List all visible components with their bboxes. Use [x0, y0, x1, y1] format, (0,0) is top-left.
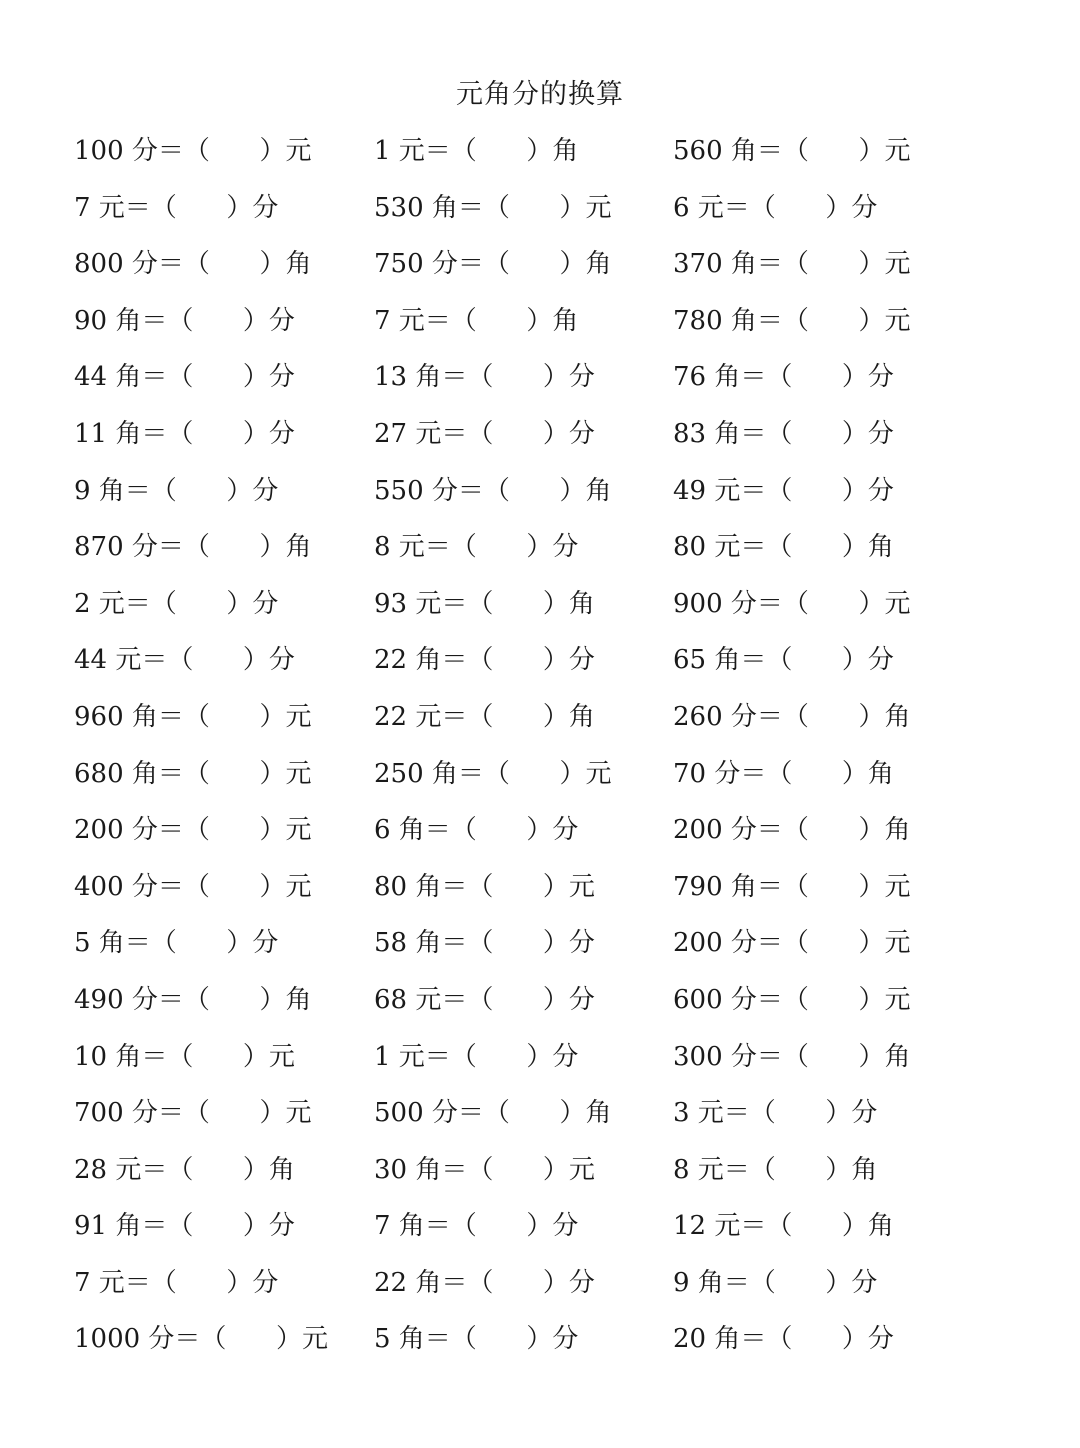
- conversion-problem: 200 分＝（ ）元: [673, 928, 911, 959]
- conversion-problem: 65 角＝（ ）分: [673, 645, 894, 676]
- conversion-problem: 70 分＝（ ）角: [673, 758, 894, 789]
- conversion-problem: 680 角＝（ ）元: [74, 758, 312, 789]
- conversion-problem: 900 分＝（ ）元: [673, 588, 911, 619]
- conversion-problem: 30 角＝（ ）元: [374, 1154, 595, 1185]
- conversion-problem: 560 角＝（ ）元: [673, 136, 911, 166]
- conversion-problem: 7 元＝（ ）分: [74, 1267, 279, 1298]
- conversion-problem: 11 角＝（ ）分: [74, 418, 295, 449]
- conversion-problem: 22 角＝（ ）分: [374, 645, 595, 676]
- conversion-problem: 80 角＝（ ）元: [374, 871, 595, 902]
- conversion-problem: 100 分＝（ ）元: [74, 136, 312, 166]
- exercise-row: [74, 579, 1014, 636]
- exercise-row: [74, 466, 1014, 523]
- exercise-row: [74, 635, 1014, 692]
- conversion-problem: 5 角＝（ ）分: [374, 1324, 579, 1355]
- conversion-problem: 80 元＝（ ）角: [673, 532, 894, 563]
- conversion-problem: 12 元＝（ ）角: [673, 1211, 894, 1242]
- conversion-problem: 28 元＝（ ）角: [74, 1154, 295, 1185]
- exercise-row: [74, 522, 1014, 579]
- exercise-row: [74, 1258, 1014, 1315]
- conversion-problem: 250 角＝（ ）元: [374, 758, 612, 789]
- conversion-problem: 870 分＝（ ）角: [74, 532, 312, 563]
- conversion-problem: 790 角＝（ ）元: [673, 871, 911, 902]
- conversion-problem: 44 角＝（ ）分: [74, 362, 295, 393]
- conversion-problem: 5 角＝（ ）分: [74, 928, 279, 959]
- conversion-problem: 7 角＝（ ）分: [374, 1211, 579, 1242]
- exercise-row: [74, 1145, 1014, 1202]
- exercise-row: [74, 239, 1014, 296]
- conversion-problem: 800 分＝（ ）角: [74, 249, 312, 280]
- exercise-row: [74, 918, 1014, 975]
- conversion-problem: 90 角＝（ ）分: [74, 305, 295, 336]
- exercise-row: [74, 1032, 1014, 1089]
- conversion-problem: 700 分＝（ ）元: [74, 1098, 312, 1129]
- conversion-problem: 370 角＝（ ）元: [673, 249, 911, 280]
- conversion-problem: 22 元＝（ ）角: [374, 701, 595, 732]
- exercise-row: [74, 1314, 1014, 1371]
- conversion-problem: 20 角＝（ ）分: [673, 1324, 894, 1355]
- conversion-problem: 76 角＝（ ）分: [673, 362, 894, 393]
- conversion-problem: 750 分＝（ ）角: [374, 249, 612, 280]
- conversion-problem: 200 分＝（ ）元: [74, 815, 312, 846]
- conversion-problem: 600 分＝（ ）元: [673, 984, 911, 1015]
- conversion-problem: 530 角＝（ ）元: [374, 192, 612, 223]
- conversion-problem: 44 元＝（ ）分: [74, 645, 295, 676]
- conversion-problem: 9 角＝（ ）分: [74, 475, 279, 506]
- conversion-problem: 83 角＝（ ）分: [673, 418, 894, 449]
- conversion-problem: 49 元＝（ ）分: [673, 475, 894, 506]
- conversion-problem: 1000 分＝（ ）元: [74, 1324, 329, 1355]
- conversion-problem: 300 分＝（ ）角: [673, 1041, 911, 1072]
- conversion-problem: 9 角＝（ ）分: [673, 1267, 878, 1298]
- conversion-problem: 960 角＝（ ）元: [74, 701, 312, 732]
- exercise-row: [74, 749, 1014, 806]
- exercise-grid: [74, 126, 1014, 1371]
- conversion-problem: 500 分＝（ ）角: [374, 1098, 612, 1129]
- conversion-problem: 3 元＝（ ）分: [673, 1098, 878, 1129]
- conversion-problem: 1 元＝（ ）分: [374, 1041, 579, 1072]
- exercise-row: [74, 409, 1014, 466]
- conversion-problem: 200 分＝（ ）角: [673, 815, 911, 846]
- conversion-problem: 400 分＝（ ）元: [74, 871, 312, 902]
- exercise-row: [74, 862, 1014, 919]
- conversion-problem: 6 角＝（ ）分: [374, 815, 579, 846]
- exercise-row: [74, 1088, 1014, 1145]
- conversion-problem: 490 分＝（ ）角: [74, 984, 312, 1015]
- conversion-problem: 7 元＝（ ）分: [74, 192, 279, 223]
- exercise-row: [74, 296, 1014, 353]
- exercise-row: [74, 1201, 1014, 1258]
- conversion-problem: 260 分＝（ ）角: [673, 701, 911, 732]
- exercise-row: [74, 352, 1014, 409]
- conversion-problem: 10 角＝（ ）元: [74, 1041, 295, 1072]
- conversion-problem: 550 分＝（ ）角: [374, 475, 612, 506]
- conversion-problem: 91 角＝（ ）分: [74, 1211, 295, 1242]
- worksheet-title: 元角分的换算: [456, 79, 624, 110]
- conversion-problem: 7 元＝（ ）角: [374, 305, 579, 336]
- conversion-problem: 13 角＝（ ）分: [374, 362, 595, 393]
- conversion-problem: 8 元＝（ ）角: [673, 1154, 878, 1185]
- exercise-row: [74, 183, 1014, 240]
- exercise-row: [74, 126, 1014, 183]
- exercise-row: [74, 975, 1014, 1032]
- conversion-problem: 8 元＝（ ）分: [374, 532, 579, 563]
- conversion-problem: 780 角＝（ ）元: [673, 305, 911, 336]
- exercise-row: [74, 692, 1014, 749]
- conversion-problem: 22 角＝（ ）分: [374, 1267, 595, 1298]
- conversion-problem: 2 元＝（ ）分: [74, 588, 279, 619]
- conversion-problem: 93 元＝（ ）角: [374, 588, 595, 619]
- exercise-row: [74, 805, 1014, 862]
- conversion-problem: 68 元＝（ ）分: [374, 984, 595, 1015]
- conversion-problem: 58 角＝（ ）分: [374, 928, 595, 959]
- conversion-problem: 1 元＝（ ）角: [374, 136, 579, 166]
- conversion-problem: 6 元＝（ ）分: [673, 192, 878, 223]
- conversion-problem: 27 元＝（ ）分: [374, 418, 595, 449]
